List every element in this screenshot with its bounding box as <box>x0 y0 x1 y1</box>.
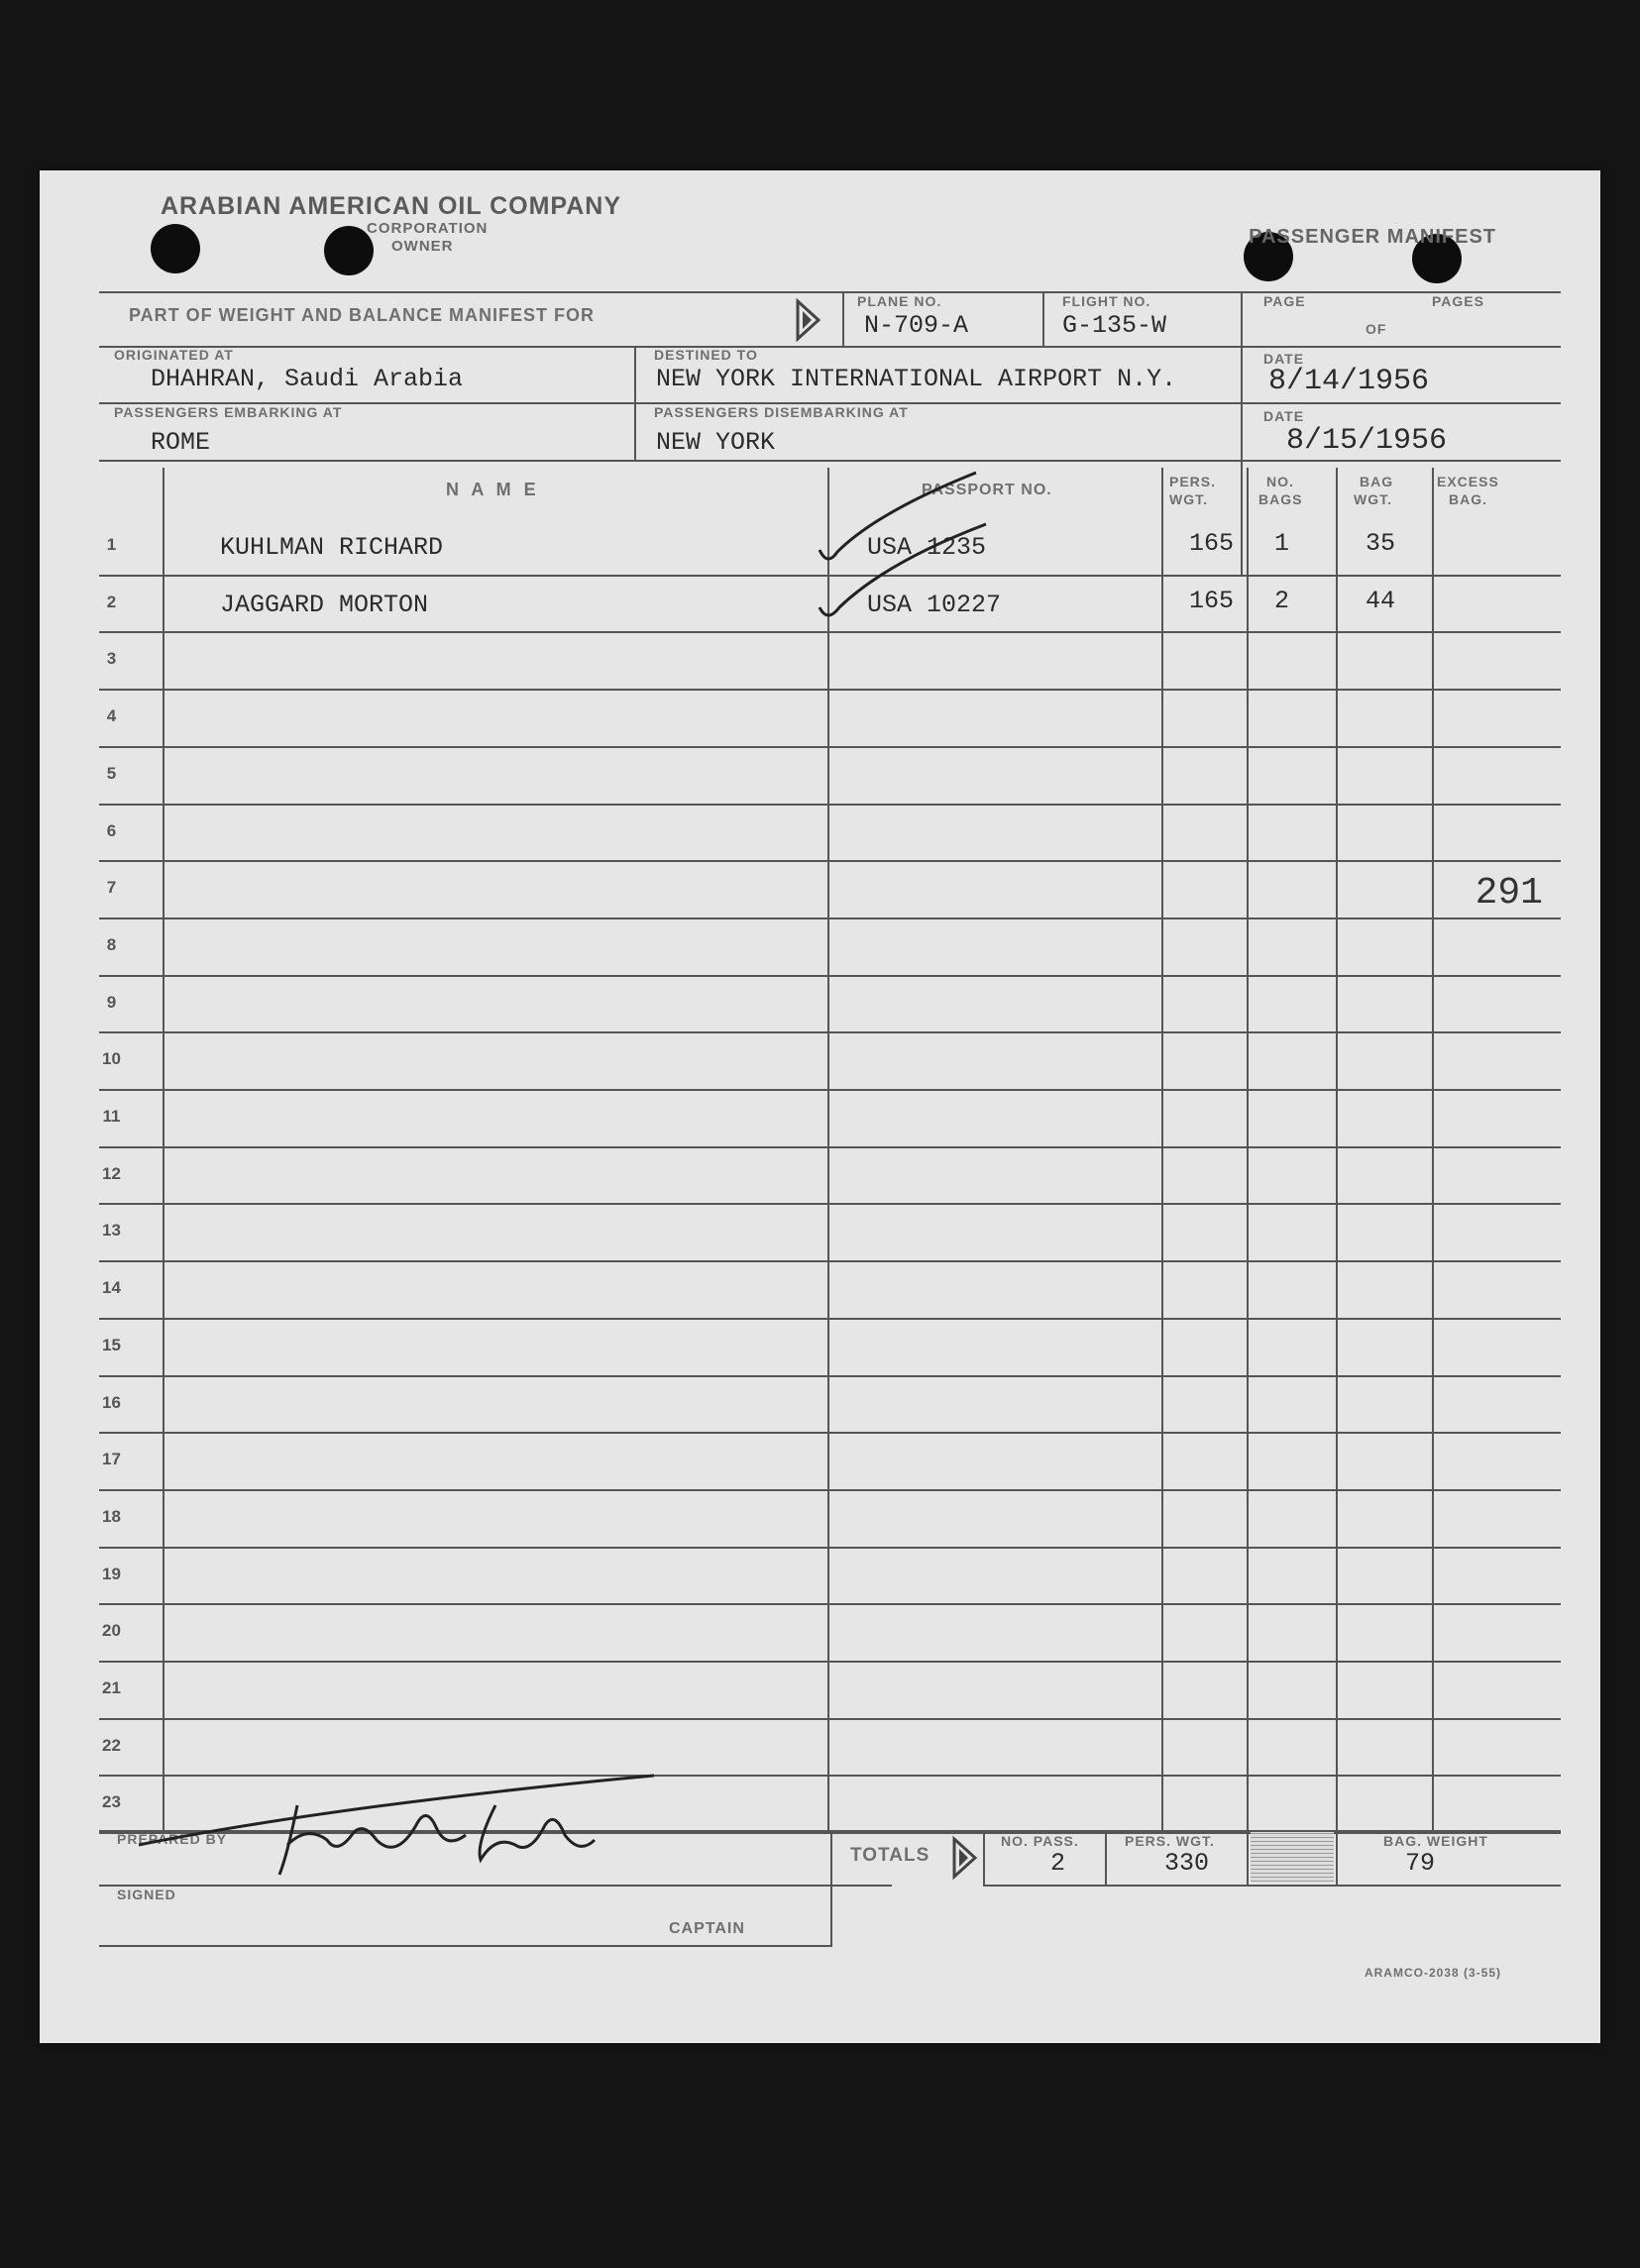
table-row <box>40 1148 1600 1206</box>
col-name-header: N A M E <box>446 480 540 499</box>
plane-no: N-709-A <box>864 311 969 340</box>
col-excess-header-1: EXCESS <box>1437 474 1499 489</box>
no-bags: 1 <box>1274 529 1290 558</box>
no-pass-label: NO. PASS. <box>1001 1833 1079 1849</box>
prepared-by-label: PREPARED BY <box>117 1831 228 1847</box>
table-row <box>40 1377 1600 1435</box>
destined-label: DESTINED TO <box>654 347 758 363</box>
part-of-label: PART OF WEIGHT AND BALANCE MANIFEST FOR <box>129 305 595 325</box>
passenger-name: JAGGARD MORTON <box>220 590 429 619</box>
rule <box>830 1830 832 1947</box>
rule <box>99 291 1561 293</box>
table-row <box>40 1091 1600 1148</box>
bag-weight-label: BAG. WEIGHT <box>1383 1833 1488 1849</box>
destined-value: NEW YORK INTERNATIONAL AIRPORT N.Y. <box>656 365 1177 393</box>
passenger-name: KUHLMAN RICHARD <box>220 533 444 562</box>
flight-no-label: FLIGHT NO. <box>1062 293 1151 309</box>
signature-image <box>139 1766 694 1885</box>
rule <box>99 1945 832 1947</box>
arrow-icon <box>793 297 822 343</box>
rule <box>1042 291 1044 346</box>
manifest-title: PASSENGER MANIFEST <box>1249 226 1496 248</box>
row-number: 13 <box>102 1221 121 1241</box>
table-row <box>40 1320 1600 1377</box>
row-number: 22 <box>102 1735 121 1755</box>
pers-wgt-total: 330 <box>1164 1849 1210 1878</box>
row-number: 19 <box>102 1564 121 1583</box>
row-number: 7 <box>106 878 117 898</box>
flight-no: G-135-W <box>1062 311 1167 340</box>
pers-wgt: 165 <box>1189 529 1235 558</box>
manifest-sheet <box>40 170 1600 2043</box>
date-label-2: DATE <box>1263 408 1305 424</box>
form-code: ARAMCO-2038 (3-55) <box>1364 1966 1501 1980</box>
bag-wgt: 35 <box>1366 529 1396 558</box>
plane-no-label: PLANE NO. <box>857 293 942 309</box>
no-pass-value: 2 <box>1050 1849 1066 1878</box>
table-row <box>40 919 1600 977</box>
originated-value: DHAHRAN, Saudi Arabia <box>151 365 464 393</box>
row-number: 20 <box>102 1621 121 1641</box>
row-number: 16 <box>102 1392 121 1412</box>
row-number: 21 <box>102 1678 121 1697</box>
row-number: 6 <box>106 820 117 840</box>
date-1: 8/14/1956 <box>1268 365 1430 398</box>
table-row <box>40 977 1600 1034</box>
col-excess-header-2: BAG. <box>1449 491 1487 507</box>
table-row <box>40 1033 1600 1091</box>
date-label: DATE <box>1263 351 1305 367</box>
row-number: 18 <box>102 1506 121 1526</box>
table-row <box>40 1491 1600 1549</box>
col-passport-header: PASSPORT NO. <box>922 482 1052 498</box>
row-number: 23 <box>102 1792 121 1812</box>
row-number: 15 <box>102 1335 121 1354</box>
row-number: 3 <box>106 649 117 669</box>
col-no-bags-header-1: NO. <box>1266 474 1294 489</box>
rule <box>1105 1830 1107 1885</box>
table-row <box>40 1205 1600 1262</box>
embarking-label: PASSENGERS EMBARKING AT <box>114 404 343 420</box>
table-row <box>40 633 1600 691</box>
row-number: 17 <box>102 1450 121 1469</box>
rule <box>1336 1830 1338 1885</box>
table-row <box>40 806 1600 863</box>
hatched-box <box>1251 1832 1334 1882</box>
captain-label: CAPTAIN <box>669 1920 745 1937</box>
rule <box>1247 1830 1249 1885</box>
bag-wgt: 44 <box>1366 586 1396 615</box>
signed-label: SIGNED <box>117 1887 176 1902</box>
totals-label: TOTALS <box>850 1845 930 1866</box>
rule <box>983 1885 1561 1887</box>
col-bag-wgt-header-2: WGT. <box>1354 491 1392 507</box>
table-row <box>40 748 1600 806</box>
date-2: 8/15/1956 <box>1286 424 1448 458</box>
checkmark-icon <box>798 453 1016 621</box>
row-number: 14 <box>102 1278 121 1298</box>
row-number: 4 <box>106 706 117 726</box>
disembarking-value: NEW YORK <box>656 428 776 457</box>
punch-hole <box>151 224 200 273</box>
arrow-icon <box>949 1835 979 1881</box>
owner-label: OWNER <box>391 238 454 255</box>
rule <box>983 1830 985 1885</box>
row-number: 1 <box>106 535 117 554</box>
row-number: 8 <box>106 934 117 954</box>
stamp-number: 291 <box>1475 872 1543 915</box>
table-row <box>40 1605 1600 1663</box>
rule <box>842 291 844 346</box>
row-number: 5 <box>106 763 117 783</box>
pages-label: PAGES <box>1432 293 1484 309</box>
of-label: OF <box>1366 321 1387 337</box>
row-number: 9 <box>106 992 117 1012</box>
no-bags: 2 <box>1274 586 1290 615</box>
col-no-bags-header-2: BAGS <box>1258 491 1303 507</box>
table-row <box>40 691 1600 748</box>
originated-label: ORIGINATED AT <box>114 347 234 363</box>
rule <box>99 1885 892 1887</box>
table-row <box>40 1663 1600 1720</box>
pers-wgt-total-label: PERS. WGT. <box>1125 1833 1215 1849</box>
bag-weight-value: 79 <box>1405 1849 1436 1878</box>
row-number: 11 <box>102 1107 121 1126</box>
row-number: 10 <box>102 1049 121 1069</box>
company-name: ARABIAN AMERICAN OIL COMPANY <box>161 192 622 220</box>
table-row <box>40 1262 1600 1320</box>
disembarking-label: PASSENGERS DISEMBARKING AT <box>654 404 909 420</box>
corporation-label: CORPORATION <box>367 220 489 237</box>
col-pers-wgt-header-2: WGT. <box>1169 491 1208 507</box>
row-number: 12 <box>102 1163 121 1183</box>
col-pers-wgt-header-1: PERS. <box>1169 474 1217 489</box>
rule <box>99 346 1561 348</box>
passport-no: USA 1235 <box>867 533 987 562</box>
table-row <box>40 1549 1600 1606</box>
embarking-value: ROME <box>151 428 211 457</box>
passport-no: USA 10227 <box>867 590 1002 619</box>
table-row <box>40 862 1600 919</box>
table-row <box>40 1434 1600 1491</box>
row-number: 2 <box>106 592 117 611</box>
pers-wgt: 165 <box>1189 586 1235 615</box>
col-bag-wgt-header-1: BAG <box>1360 474 1394 489</box>
page-label: PAGE <box>1263 293 1306 309</box>
